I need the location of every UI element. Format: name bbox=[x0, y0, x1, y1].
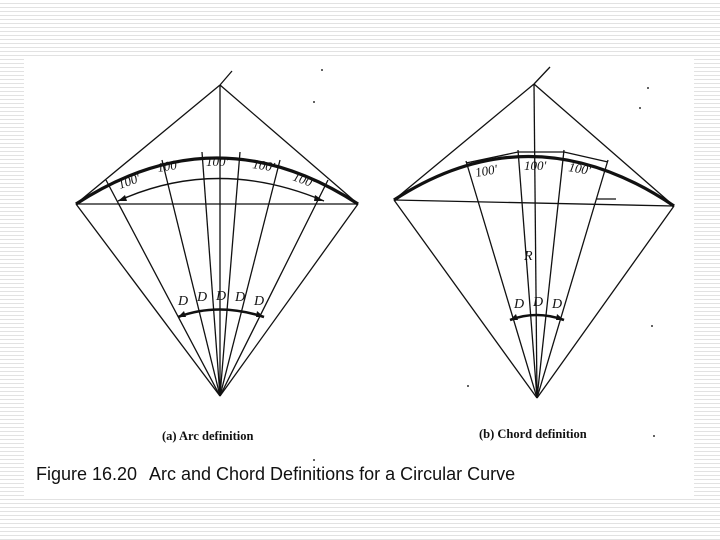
angle-label-b-2: D bbox=[533, 295, 544, 310]
chord-label-b-1: 100′ bbox=[473, 161, 499, 180]
speck bbox=[313, 101, 315, 103]
chord-label-b-3: 100′ bbox=[567, 159, 593, 178]
speck bbox=[467, 385, 469, 387]
arc-label-a-2: 100′ bbox=[156, 156, 181, 175]
figure-number: Figure 16.20 bbox=[36, 464, 138, 484]
radial-line-a-5 bbox=[220, 160, 280, 396]
angle-arc-b bbox=[510, 315, 564, 320]
arrowhead bbox=[556, 314, 564, 320]
figure-title: Arc and Chord Definitions for a Circular Curve bbox=[149, 464, 516, 484]
angle-label-b-1: D bbox=[514, 297, 525, 312]
radial-line-a-4 bbox=[220, 152, 240, 396]
angle-label-a-4: D bbox=[235, 290, 246, 305]
tangent-extension-b bbox=[534, 67, 550, 84]
speck bbox=[639, 107, 641, 109]
angle-arc-a bbox=[178, 310, 264, 318]
tangent-right-b bbox=[534, 84, 674, 206]
tangent-extension-a bbox=[220, 71, 232, 85]
radial-line-b-4 bbox=[537, 160, 608, 398]
caption-b: (b) Chord definition bbox=[479, 427, 587, 441]
arrowhead bbox=[256, 311, 264, 317]
arrowhead bbox=[314, 195, 324, 201]
arc-label-a-3: 100′ bbox=[206, 154, 229, 169]
arc-label-a-4: 100′ bbox=[251, 156, 276, 175]
slide-stripe-left bbox=[0, 0, 20, 540]
angle-label-a-2: D bbox=[197, 290, 208, 305]
angle-label-b-3: D bbox=[552, 297, 563, 312]
panel-b-chord-definition bbox=[394, 67, 674, 441]
radial-line-b-2 bbox=[518, 150, 537, 398]
radial-line-a-1 bbox=[106, 180, 220, 396]
caption-a: (a) Arc definition bbox=[162, 429, 254, 443]
circular-curve-figure bbox=[24, 58, 694, 498]
tangent-right-a bbox=[220, 85, 358, 204]
figure-panel bbox=[24, 58, 694, 498]
radial-line-a-6 bbox=[220, 180, 328, 396]
arc-label-a-1: 100′ bbox=[115, 170, 143, 192]
angle-label-a-1: D bbox=[178, 294, 189, 309]
speck bbox=[653, 435, 655, 437]
speck bbox=[647, 87, 649, 89]
angle-label-a-3: D bbox=[216, 289, 227, 304]
arrowhead bbox=[118, 195, 127, 201]
chord-label-b-2: 100′ bbox=[524, 158, 547, 173]
center-line-b bbox=[534, 84, 537, 398]
radial-line-b-3 bbox=[537, 150, 564, 398]
speck bbox=[321, 69, 323, 71]
arrowhead bbox=[178, 311, 186, 317]
speck bbox=[313, 459, 315, 461]
arrowhead bbox=[510, 314, 518, 320]
speck bbox=[651, 325, 653, 327]
tangent-left-b bbox=[394, 84, 534, 200]
arc-label-a-5: 100′ bbox=[290, 168, 318, 191]
radius-label-b: R bbox=[524, 249, 533, 264]
scan-specks bbox=[313, 69, 655, 461]
tangent-left-a bbox=[76, 85, 220, 204]
figure-caption bbox=[36, 464, 515, 484]
radial-line-b-1 bbox=[466, 161, 537, 398]
long-chord-b bbox=[394, 200, 674, 206]
panel-a-arc-definition bbox=[76, 71, 358, 443]
angle-label-a-5: D bbox=[254, 294, 265, 309]
